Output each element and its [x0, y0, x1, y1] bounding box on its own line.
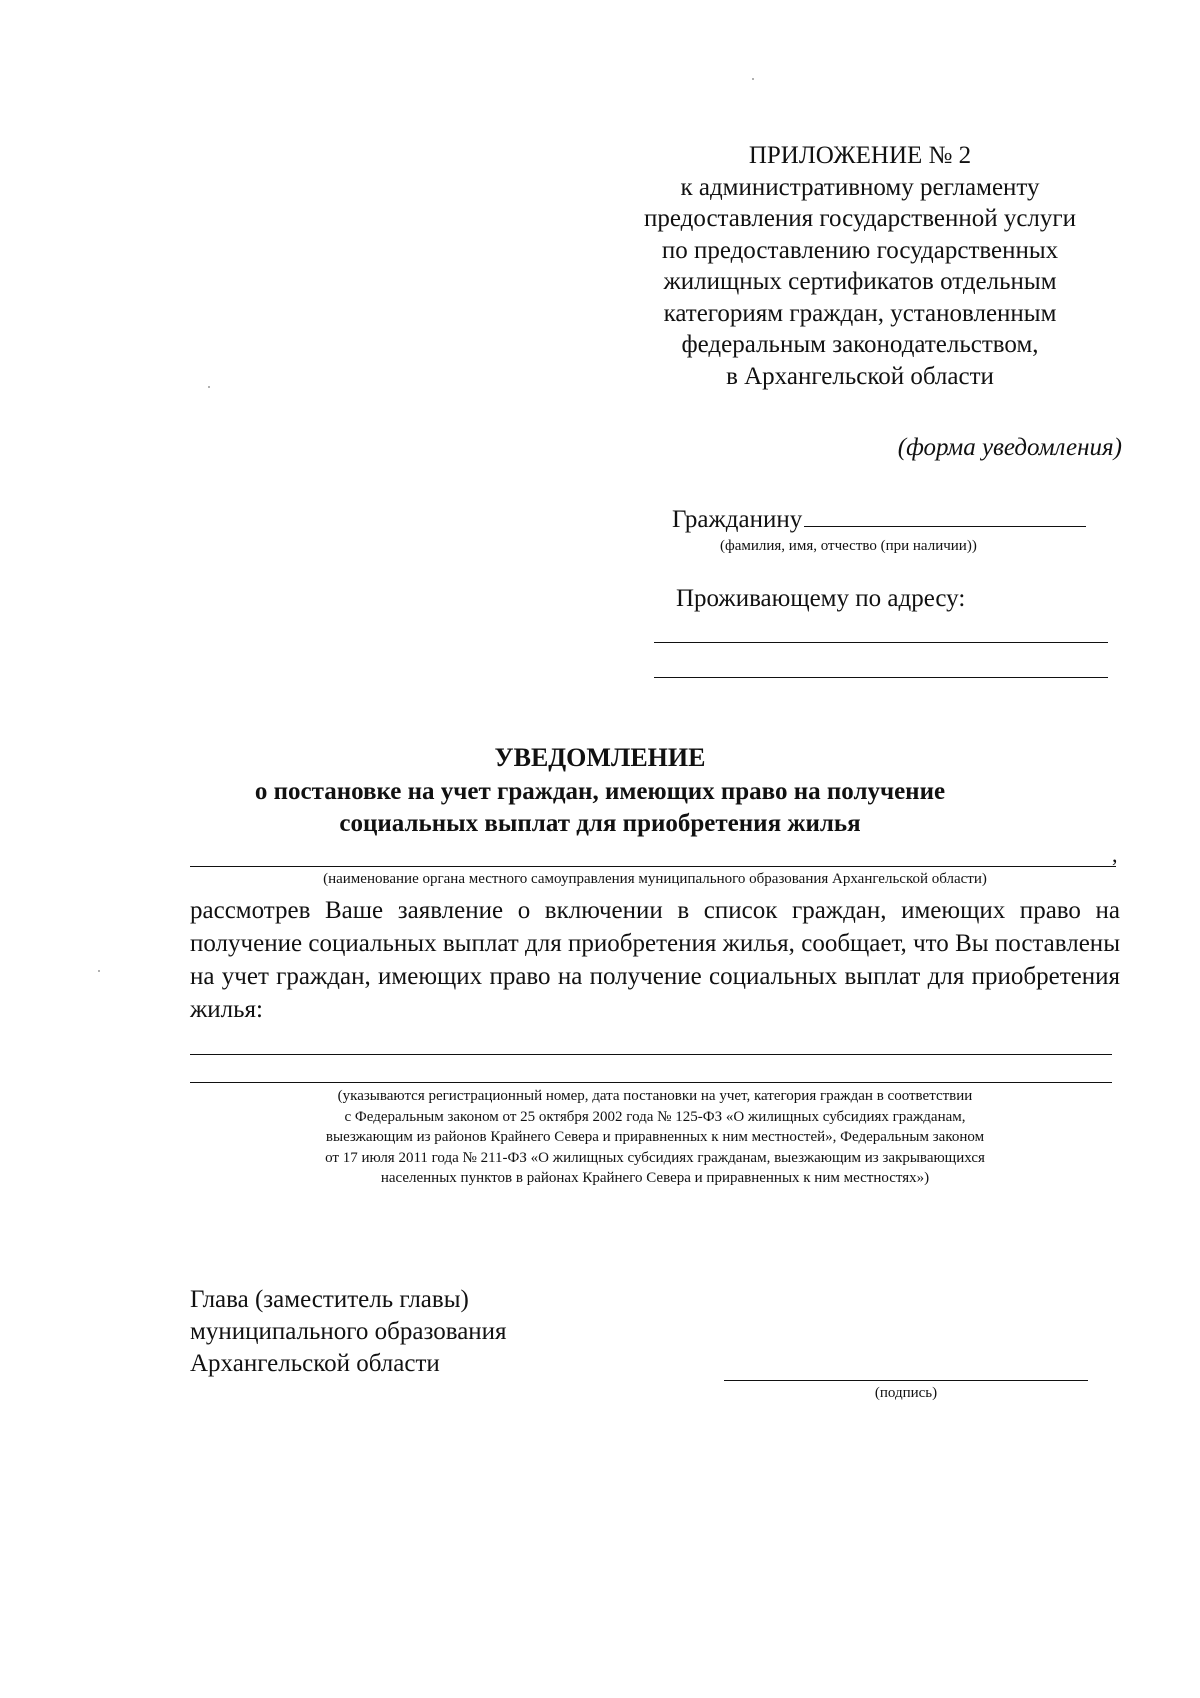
document-subtitle-line-1: о постановке на учет граждан, имеющих право на получение — [254, 778, 946, 805]
address-field-line-1[interactable] — [654, 642, 1108, 643]
address-label: Проживающему по адресу: — [676, 585, 966, 612]
appendix-line: в Архангельской области — [726, 362, 994, 390]
appendix-line: жилищных сертификатов отдельным — [663, 268, 1057, 295]
appendix-line: предоставления государственной услуги — [643, 205, 1077, 232]
org-name-field[interactable] — [190, 866, 1116, 867]
registration-hint-line: от 17 июля 2011 года № 211-ФЗ «О жилищных субсидиях гражданам, выезжающим из закрывающихся — [325, 1149, 985, 1166]
form-type-label: (форма уведомления) — [897, 434, 1122, 461]
signer-block — [190, 1284, 507, 1380]
appendix-line: ПРИЛОЖЕНИЕ № 2 — [748, 142, 972, 169]
appendix-line: федеральным законодательством, — [681, 331, 1039, 358]
registration-hint-line: населенных пунктов в районах Крайнего Севера и приравненных к ним местностях») — [380, 1170, 930, 1186]
registration-hint-line: (указываются регистрационный номер, дата постановки на учет, категория граждан в соответствии — [337, 1088, 973, 1104]
appendix-line: к административному регламенту — [680, 173, 1040, 201]
recipient-label: Гражданину — [672, 506, 803, 533]
appendix-line: категориям граждан, установленным — [663, 299, 1057, 327]
recipient-name-field[interactable] — [804, 504, 1086, 527]
signer-line: Архангельской области — [190, 1350, 440, 1377]
signer-line: муниципального образования — [190, 1318, 507, 1345]
signature-hint: (подпись) — [874, 1385, 938, 1401]
registration-hint-line: с Федеральным законом от 25 октября 2002 года № 125-ФЗ «О жилищных субсидиях гражданам, — [344, 1108, 966, 1125]
org-hint: (наименование органа местного самоуправления муниципального образования Архангельской области) — [323, 871, 987, 887]
signer-line: Глава (заместитель главы) — [190, 1286, 469, 1313]
org-comma: , — [1112, 842, 1118, 867]
appendix-line: по предоставлению государственных — [661, 236, 1059, 264]
scan-speck — [98, 970, 100, 972]
appendix-header — [600, 140, 1120, 392]
document-subtitle-line-2: социальных выплат для приобретения жилья — [339, 810, 861, 837]
registration-field-line-1[interactable] — [190, 1054, 1112, 1055]
recipient-hint: (фамилия, имя, отчество (при наличии)) — [720, 538, 977, 554]
registration-hint-line: выезжающим из районов Крайнего Севера и приравненных к ним местностей», Федеральным законом — [325, 1129, 985, 1145]
scan-speck — [208, 386, 210, 388]
body-paragraph: рассмотрев Ваше заявление о включении в список граждан, имеющих право на получение социальных выплат для приобретения жилья, сообщает, что Вы поставлены на учет граждан, имеющих право на получение социальных выплат для приобретения жилья: — [190, 897, 1120, 1023]
registration-field-line-2[interactable] — [190, 1082, 1112, 1083]
address-field-line-2[interactable] — [654, 677, 1108, 678]
registration-hint — [190, 1086, 1120, 1189]
scan-speck — [752, 78, 754, 80]
document-title: УВЕДОМЛЕНИЕ — [494, 743, 706, 772]
signature-field[interactable] — [724, 1380, 1088, 1381]
recipient-row — [672, 504, 1086, 534]
